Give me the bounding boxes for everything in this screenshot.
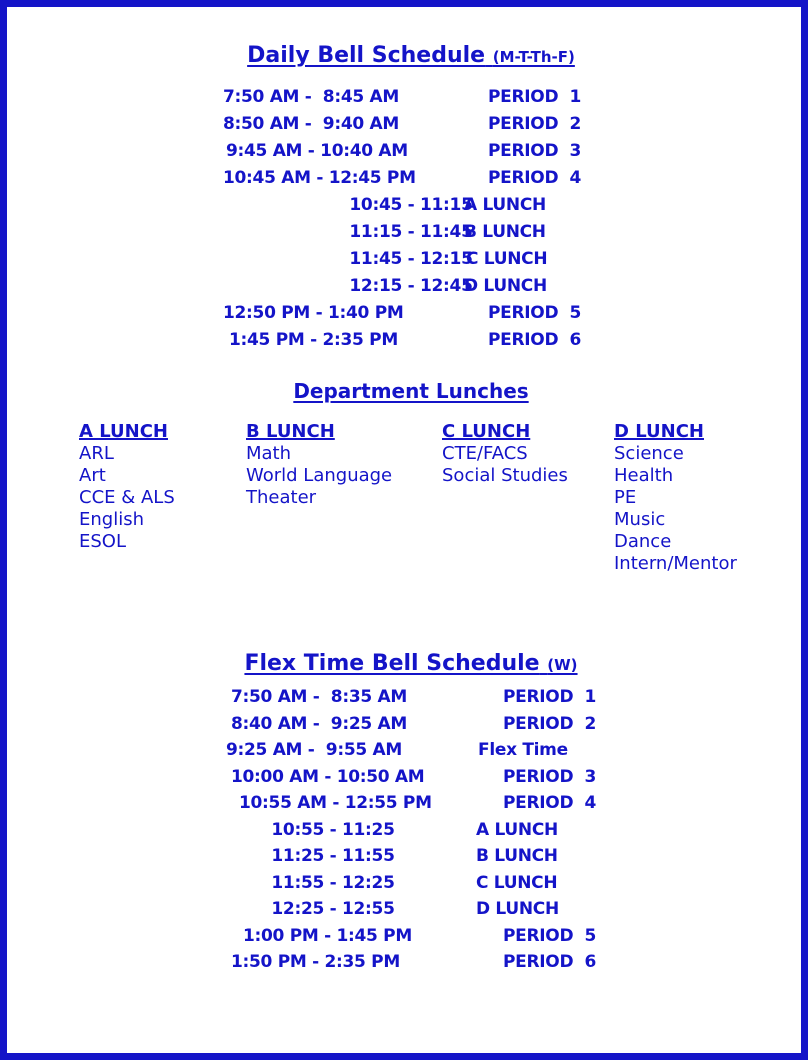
flex-row bbox=[7, 791, 808, 815]
lunch-column-header: C LUNCH bbox=[442, 421, 531, 442]
flex-time: 10:55 AM - 12:55 PM bbox=[239, 793, 432, 813]
daily-time: 12:50 PM - 1:40 PM bbox=[223, 303, 404, 323]
daily-label: A LUNCH bbox=[464, 195, 546, 215]
lunch-column-header: A LUNCH bbox=[79, 421, 168, 442]
daily-time: 9:45 AM - 10:40 AM bbox=[226, 141, 408, 161]
flex-row bbox=[7, 950, 808, 974]
department-item: CCE & ALS bbox=[79, 487, 175, 508]
department-item: Science bbox=[614, 443, 684, 464]
flex-label: Flex Time bbox=[478, 740, 568, 760]
flex-row bbox=[7, 924, 808, 948]
daily-label: B LUNCH bbox=[464, 222, 546, 242]
flex-time: 10:00 AM - 10:50 AM bbox=[231, 766, 425, 787]
daily-row bbox=[7, 220, 808, 244]
lunch-column-header: B LUNCH bbox=[246, 421, 335, 442]
flex-row bbox=[7, 685, 808, 709]
department-item: PE bbox=[614, 487, 637, 508]
department-item: Theater bbox=[246, 487, 317, 508]
flex-row bbox=[7, 765, 808, 789]
flex-row bbox=[7, 844, 808, 868]
flex-time: 7:50 AM - 8:35 AM bbox=[231, 687, 407, 707]
department-item: World Language bbox=[246, 465, 393, 486]
flex-label: A LUNCH bbox=[476, 819, 558, 840]
department-item: Music bbox=[614, 509, 666, 530]
lunch-column bbox=[246, 421, 392, 509]
flex-time: 1:50 PM - 2:35 PM bbox=[231, 952, 400, 972]
flex-row bbox=[7, 738, 808, 762]
department-item: Social Studies bbox=[442, 465, 568, 486]
daily-label: PERIOD 5 bbox=[488, 303, 582, 323]
flex-time: 1:00 PM - 1:45 PM bbox=[243, 925, 412, 946]
department-item: ARL bbox=[79, 443, 114, 464]
daily-label: PERIOD 4 bbox=[488, 168, 582, 188]
daily-schedule-title bbox=[7, 43, 808, 68]
flex-row bbox=[7, 712, 808, 736]
lunch-column bbox=[79, 421, 175, 553]
daily-row bbox=[7, 166, 808, 190]
daily-row bbox=[7, 247, 808, 271]
flex-label: PERIOD 4 bbox=[503, 793, 597, 813]
flex-row bbox=[7, 871, 808, 895]
daily-row bbox=[7, 139, 808, 163]
daily-time: 10:45 AM - 12:45 PM bbox=[223, 168, 416, 188]
daily-row bbox=[7, 274, 808, 298]
department-item: Dance bbox=[614, 531, 672, 552]
daily-time: 12:15 - 12:45 bbox=[349, 276, 473, 296]
flex-time: 12:25 - 12:55 bbox=[271, 899, 395, 919]
daily-time: 8:50 AM - 9:40 AM bbox=[223, 114, 399, 134]
daily-label: C LUNCH bbox=[466, 249, 548, 269]
lunch-column-header: D LUNCH bbox=[614, 421, 704, 442]
lunch-column bbox=[442, 421, 568, 487]
daily-label: D LUNCH bbox=[464, 276, 547, 296]
department-lunches-title: Department Lunches bbox=[293, 379, 529, 403]
daily-label: PERIOD 1 bbox=[488, 87, 582, 107]
department-item: ESOL bbox=[79, 531, 126, 552]
flex-time: 11:25 - 11:55 bbox=[271, 846, 395, 866]
department-item: Health bbox=[614, 465, 674, 486]
daily-row bbox=[7, 328, 808, 352]
flex-label: D LUNCH bbox=[476, 899, 559, 919]
flex-row bbox=[7, 818, 808, 842]
flex-label: PERIOD 2 bbox=[503, 713, 597, 734]
flex-label: PERIOD 3 bbox=[503, 766, 597, 787]
daily-time: 1:45 PM - 2:35 PM bbox=[229, 330, 398, 350]
daily-label: PERIOD 3 bbox=[488, 141, 582, 161]
flex-time: 8:40 AM - 9:25 AM bbox=[231, 713, 407, 734]
daily-row bbox=[7, 193, 808, 217]
daily-label: PERIOD 2 bbox=[488, 114, 582, 134]
daily-row bbox=[7, 301, 808, 325]
flex-label: B LUNCH bbox=[476, 846, 558, 866]
daily-label: PERIOD 6 bbox=[488, 330, 582, 350]
flex-label: C LUNCH bbox=[476, 872, 558, 893]
department-item: Intern/Mentor bbox=[614, 553, 737, 574]
flex-subtitle: (W) bbox=[547, 656, 578, 674]
daily-time: 7:50 AM - 8:45 AM bbox=[223, 87, 399, 107]
flex-time: 11:55 - 12:25 bbox=[271, 872, 395, 893]
daily-time: 10:45 - 11:15 bbox=[349, 195, 473, 215]
flex-label: PERIOD 6 bbox=[503, 952, 597, 972]
department-item: CTE/FACS bbox=[442, 443, 528, 464]
department-item: Math bbox=[246, 443, 292, 464]
daily-row bbox=[7, 112, 808, 136]
flex-row bbox=[7, 897, 808, 921]
daily-row bbox=[7, 85, 808, 109]
flex-time: 9:25 AM - 9:55 AM bbox=[226, 740, 402, 760]
flex-time: 10:55 - 11:25 bbox=[271, 819, 395, 840]
flex-label: PERIOD 1 bbox=[503, 687, 597, 707]
daily-title-text: Daily Bell Schedule bbox=[247, 43, 486, 68]
lunch-column bbox=[614, 421, 737, 575]
flex-title-text: Flex Time Bell Schedule bbox=[244, 651, 540, 676]
department-item: English bbox=[79, 509, 144, 530]
daily-subtitle: (M-T-Th-F) bbox=[492, 48, 575, 66]
flex-schedule-title bbox=[7, 651, 808, 676]
flex-label: PERIOD 5 bbox=[503, 925, 597, 946]
daily-time: 11:45 - 12:15 bbox=[349, 249, 473, 269]
daily-time: 11:15 - 11:45 bbox=[349, 222, 473, 242]
department-item: Art bbox=[79, 465, 106, 486]
